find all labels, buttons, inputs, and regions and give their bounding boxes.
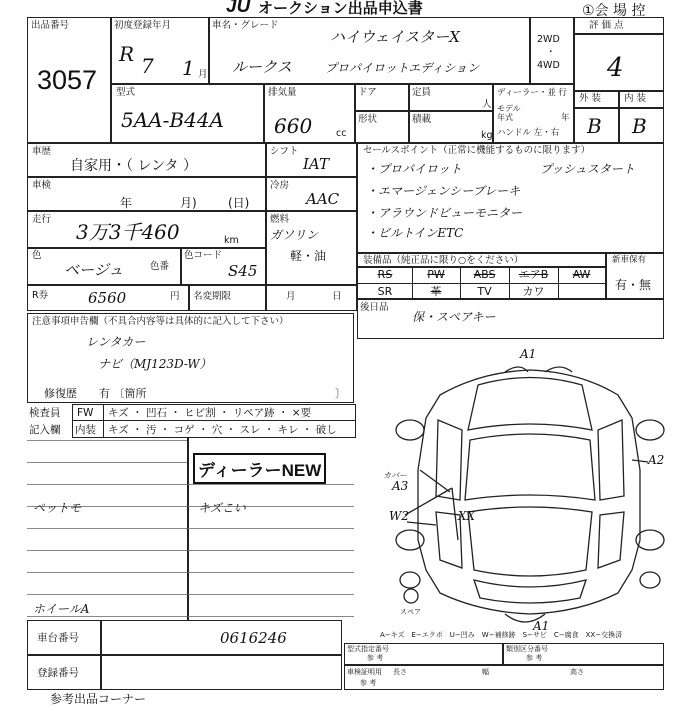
after-parts-label: 後日品: [360, 302, 389, 313]
first-registration-era: R: [119, 42, 135, 66]
diagram-w2: W2: [389, 509, 409, 523]
transfer-day: 日: [332, 291, 342, 302]
sales-point-2: ・エマージェンシーブレーキ: [366, 184, 521, 198]
exterior-rating-label: 外 装: [579, 93, 602, 104]
car-name-value: ルークス: [232, 58, 292, 76]
equip-leather: 革: [430, 285, 442, 298]
rating-score: 4: [607, 53, 624, 83]
inspector-fw-tag: FW: [77, 407, 94, 419]
rating-label: 評 価 点: [589, 20, 624, 31]
fuel-label: 燃料: [270, 214, 290, 225]
equip-airbag: エアB: [518, 268, 549, 281]
recycle-value: 6560: [88, 289, 127, 307]
equipment-label: 装備品（純正品に限り○をください）: [363, 255, 524, 266]
interior-rating-value: B: [632, 114, 647, 138]
certificate-label: 車検証明用: [347, 668, 382, 676]
certificate-box: [344, 665, 664, 690]
equip-aw: AW: [572, 268, 591, 281]
history-value: 自家用・（ レンタ ）: [70, 158, 197, 174]
fuel-options: 軽・油: [290, 249, 327, 263]
inspection-day: (日): [228, 196, 250, 210]
new-car-value: 有・無: [615, 278, 652, 292]
remark-wheel: ホイールA: [33, 602, 90, 616]
diagram-a1-bottom: A1: [533, 619, 550, 633]
color-code-value: S45: [228, 262, 258, 280]
displacement-label: 排気量: [268, 87, 297, 98]
diagram-a2: A2: [648, 453, 665, 467]
capacity-unit: 人: [482, 99, 492, 110]
designation-ref: 参 考: [367, 654, 384, 662]
drive-4wd: 4WD: [537, 60, 560, 71]
mileage-unit: km: [224, 235, 239, 246]
inspector-label-2: 記入欄: [29, 424, 61, 436]
equip-sr: SR: [377, 285, 393, 298]
model-year-label: モデル 年式: [497, 104, 521, 122]
recycle-unit: 円: [170, 291, 180, 302]
category-ref: 参 考: [526, 654, 543, 662]
drive-2wd: 2WD: [537, 34, 560, 45]
ac-value: AAC: [306, 190, 340, 208]
certificate-width: 幅: [482, 668, 489, 676]
dealer-new-stamp: ディーラーNEW: [193, 453, 326, 484]
chassis-number-label: 車台番号: [37, 632, 79, 644]
designation-label: 型式指定番号: [347, 645, 389, 653]
inspector-int-items: キズ ・ 汚 ・ コゲ ・ 穴 ・ スレ ・ キレ ・ 破し: [108, 424, 337, 436]
mileage-value: 3万3千460: [76, 220, 180, 244]
divider: [502, 643, 504, 665]
color-value: ベージュ: [64, 261, 124, 279]
diagram-a1-top: A1: [520, 347, 537, 361]
sales-point-1: ・プロパイロット: [366, 162, 462, 176]
sales-point-extra: プッシュスタート: [540, 162, 635, 176]
mileage-label: 走行: [32, 214, 52, 225]
notes-label: 注意事項申告欄（不具合内容等は具体的に記入して下さい）: [32, 316, 289, 327]
interior-rating-label: 内 装: [624, 93, 647, 104]
history-label: 車歴: [32, 146, 52, 157]
car-name-label: 車名・グレード: [212, 20, 279, 31]
capacity-label: 定員: [412, 87, 432, 98]
ju-logo: JU: [226, 0, 251, 17]
inspection-month: 月): [180, 196, 197, 210]
inspector-int-tag: 内装: [75, 424, 96, 436]
lot-number-value: 3057: [37, 65, 98, 95]
remark-pet: ペットモ: [33, 501, 82, 515]
exterior-rating-value: B: [587, 114, 602, 138]
color-number-label: 色番: [150, 261, 170, 272]
displacement-value: 660: [274, 114, 313, 138]
model-code-value: 5AA-B44A: [121, 108, 224, 132]
first-registration-year: 7: [141, 54, 154, 78]
certificate-ref: 参 考: [360, 679, 377, 687]
load-label: 積載: [412, 114, 432, 125]
shift-label: シフト: [270, 146, 299, 157]
diagram-spare: スペア: [400, 608, 421, 616]
equip-kawa: カワ: [522, 285, 545, 298]
certificate-height: 高さ: [570, 668, 584, 676]
model-year-unit: 年: [561, 113, 570, 123]
inspection-year: 年: [120, 196, 133, 210]
load-unit: kg: [481, 130, 493, 141]
equip-rs: RS: [377, 268, 393, 281]
lot-number-label: 出品番号: [31, 20, 70, 31]
door-label: ドア: [358, 87, 377, 98]
first-registration-month: 1: [182, 56, 195, 80]
car-grade-top: ハイウェイスターX: [330, 28, 460, 46]
notes-line-2: ナビ（MJ123D-W）: [98, 357, 212, 371]
diagram-a3: A3: [392, 479, 409, 493]
first-registration-month-unit: 月: [198, 69, 208, 80]
notes-line-1: レンタカー: [86, 335, 146, 349]
diagram-xx: XX: [458, 509, 476, 523]
recycle-label: R券: [32, 290, 49, 301]
first-registration-label: 初度登録年月: [114, 20, 172, 31]
drive-dot: ・: [546, 47, 556, 58]
remark-kizu: キズこい: [198, 501, 246, 515]
after-parts-value: 保・スペアキー: [412, 310, 496, 324]
dealer-parallel-label: ディーラー・並 行: [497, 88, 568, 98]
designation-box: [344, 643, 664, 665]
certificate-length: 長さ: [393, 668, 407, 676]
model-code-label: 型式: [116, 87, 136, 98]
inspector-label-1: 検査員: [29, 407, 61, 419]
sales-point-3: ・アラウンドビューモニター: [366, 206, 523, 220]
damage-legend: A−キズ E−エクボ U−凹み W−補修跡 S−サビ C−腐食 XX−交換済: [380, 631, 623, 639]
venue-copy-label: ①会 場 控: [582, 3, 646, 19]
chassis-number-value: 0616246: [220, 629, 287, 647]
color-code-label: 色コード: [184, 250, 223, 261]
color-label: 色: [32, 250, 42, 261]
ac-label: 冷房: [270, 180, 290, 191]
new-car-label: 新車保有: [612, 255, 647, 265]
transfer-deadline-label: 名変期限: [193, 291, 232, 302]
equip-pw: PW: [427, 268, 445, 281]
transfer-month: 月: [286, 291, 296, 302]
repair-history: 修復歴 有 〔箇所: [44, 387, 147, 400]
handle-label: ハンドル 左・右: [497, 128, 560, 138]
displacement-unit: cc: [336, 128, 347, 139]
repair-bracket-close: 〕: [335, 387, 346, 400]
sales-points-label: セールスポイント（正常に機能するものに限ります）: [363, 145, 591, 156]
registration-label: 登録番号: [37, 667, 79, 679]
inspector-fw-items: キズ ・ 凹石 ・ ヒビ割 ・ リペア跡 ・ ×要: [108, 407, 312, 419]
equip-tv: TV: [477, 285, 492, 298]
shift-value: IAT: [303, 155, 329, 173]
sales-point-4: ・ビルトインETC: [366, 226, 464, 240]
equip-abs: ABS: [473, 268, 496, 281]
category-label: 類別区分番号: [506, 645, 548, 653]
diagram-a3-prefix: カバー: [383, 471, 407, 480]
form-title: オークション出品申込書: [258, 0, 423, 17]
reference-corner-footer: 参考出品コーナー: [50, 692, 147, 706]
car-grade-bottom: プロパイロットエディション: [325, 61, 480, 75]
fuel-written: ガソリン: [270, 228, 319, 242]
inspection-label: 車検: [32, 180, 52, 191]
body-shape-label: 形状: [358, 114, 378, 125]
